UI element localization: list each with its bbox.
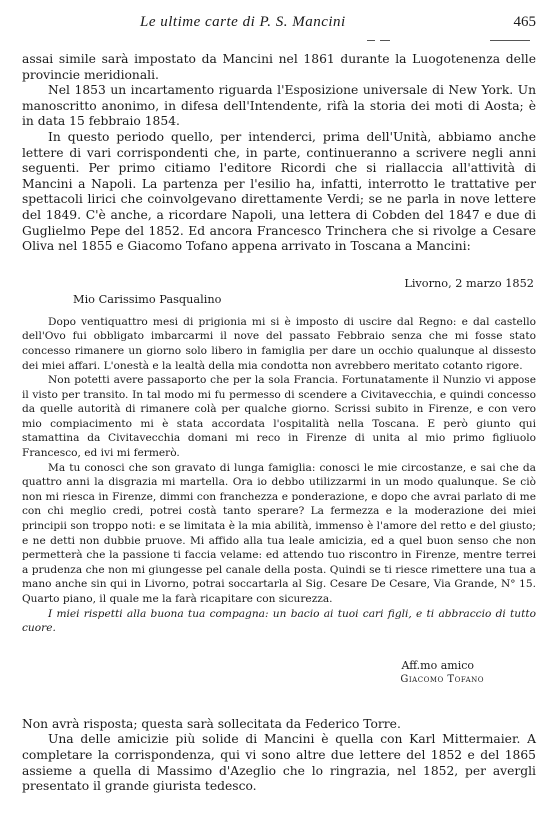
paragraph-new-york: Nel 1853 un incartamento riguarda l'Esposizione universale di New York. Un manoscritto anonimo, in difesa dell'Intendente, rifà la storia dei moti di Aosta; è in data 15 febbraio 1854. [22,83,536,129]
paragraph-mittermaier: Una delle amicizie più solide di Mancini è quella con Karl Mittermaier. A completare la corrispondenza, qui vi sono altre due lettere del 1852 e del 1865 assieme a quella di Massimo d'Azeglio che lo ringrazia, nel 1852, per avergli presentato il grande giurista tedesco. [22,732,536,794]
paragraph-no-reply: Non avrà risposta; questa sarà sollecitata da Federico Torre. [22,716,401,731]
letter-paragraph: Dopo ventiquattro mesi di prigionia mi si è imposto di uscire dal Regno: e dal castello dell'Ovo fui obbligato imbarcarmi il nove del passato Febbraio senza che mi fosse stato concesso rimanere un giorno solo libero in famiglia per dare un occhio qualunque al dissesto dei miei affari. L'onestà e la lealtà della mia condotta non avrebbero meritato cotanto rigore. [22,315,536,372]
paragraph-continuation: assai simile sarà impostato da Mancini nel 1861 durante la Luogotenenza delle provincie meridionali. [22,52,536,82]
running-header [22,12,536,52]
letter-paragraph-regards: I miei rispetti alla buona tua compagna: un bacio ai tuoi cari figli, e ti abbraccio di tutto cuore. [22,607,536,635]
letter-salutation: Mio Carissimo Pasqualino [73,292,222,306]
quoted-letter [22,277,536,687]
body-text [22,52,536,255]
header-rule-right [490,40,530,41]
letter-paragraph: Non potetti avere passaporto che per la sola Francia. Fortunatamente il Nunzio vi appose il visto per transito. In tal modo mi fu permesso di scendere a Civitavecchia, e quindi concesso da quelle autorità di rimanere colà per qualche giorno. Scrissi subito in Firenze, e con vero mio compiacimento mi è stata accordata l'ospitalità nella Toscana. E però giunto qui stamattina da Civitavecchia domani mi reco in Firenze di unita al mio primo figliuolo Francesco, ed ivi mi fermerò. [22,374,536,460]
letter-signature: Giacomo Tofano [400,673,484,685]
body-text-after [22,717,536,795]
letter-closing: Aff.mo amico [401,658,474,672]
paragraph-correspondents: In questo periodo quello, per intenderci, prima dell'Unità, abbiamo anche lettere di vari corrispondenti che, in parte, continueranno a scrivere negli anni seguenti. Per primo citiamo l'editore Ricordi che si riallaccia all'attività di Mancini a Napoli. La partenza per l'esilio ha, infatti, interrotto le trattative per spettacoli lirici che coinvolgevano direttamente Verdi; se ne parla in nove lettere del 1849. C'è anche, a ricordare Napoli, una lettera di Cobden del 1847 e due di Guglielmo Pepe del 1852. Ed ancora Francesco Trinchera che si rivolge a Cesare Oliva nel 1855 e Giacomo Tofano appena arrivato in Toscana a Mancini: [22,129,536,254]
header-rule-left [367,40,375,41]
page [22,12,536,795]
running-title: Le ultime carte di P. S. Mancini [140,14,346,30]
page-number: 465 [513,14,536,30]
letter-paragraph: Ma tu conosci che son gravato di lunga famiglia: conosci le mie circostanze, e sai che da quattro anni la disgrazia mi martella. Ora io debbo utilizzarmi in un modo qualunque. Se ciò non mi riesca in Firenze, dimmi con franchezza e ponderazione, e dopo che avrai parlato di me con chi meglio credi, potrei costà tanto sperare? La fermezza e la moderazione dei miei principii son troppo noti: e se limitata è la mia abilità, immenso è l'amore del retto e del giusto; e ne detti non dubbie pruove. Mi affido alla tua leale amicizia, ed a quel buon senso che non permetterà che la passione ti faccia velame: ed attendo tuo riscontro in Firenze, mentre terrei a prudenza che non mi giungesse pel canale della posta. Quindi se ti riesce rimettere una tua a mano anche sin qui in Livorno, potrai soccartarla al Sig. Cesare De Cesare, Via Grande, N° 15. Quarto piano, il quale me la farà ricapitare con sicurezza. [22,461,536,605]
letter-date: Livorno, 2 marzo 1852 [404,276,534,290]
header-rule-middle [380,40,390,41]
